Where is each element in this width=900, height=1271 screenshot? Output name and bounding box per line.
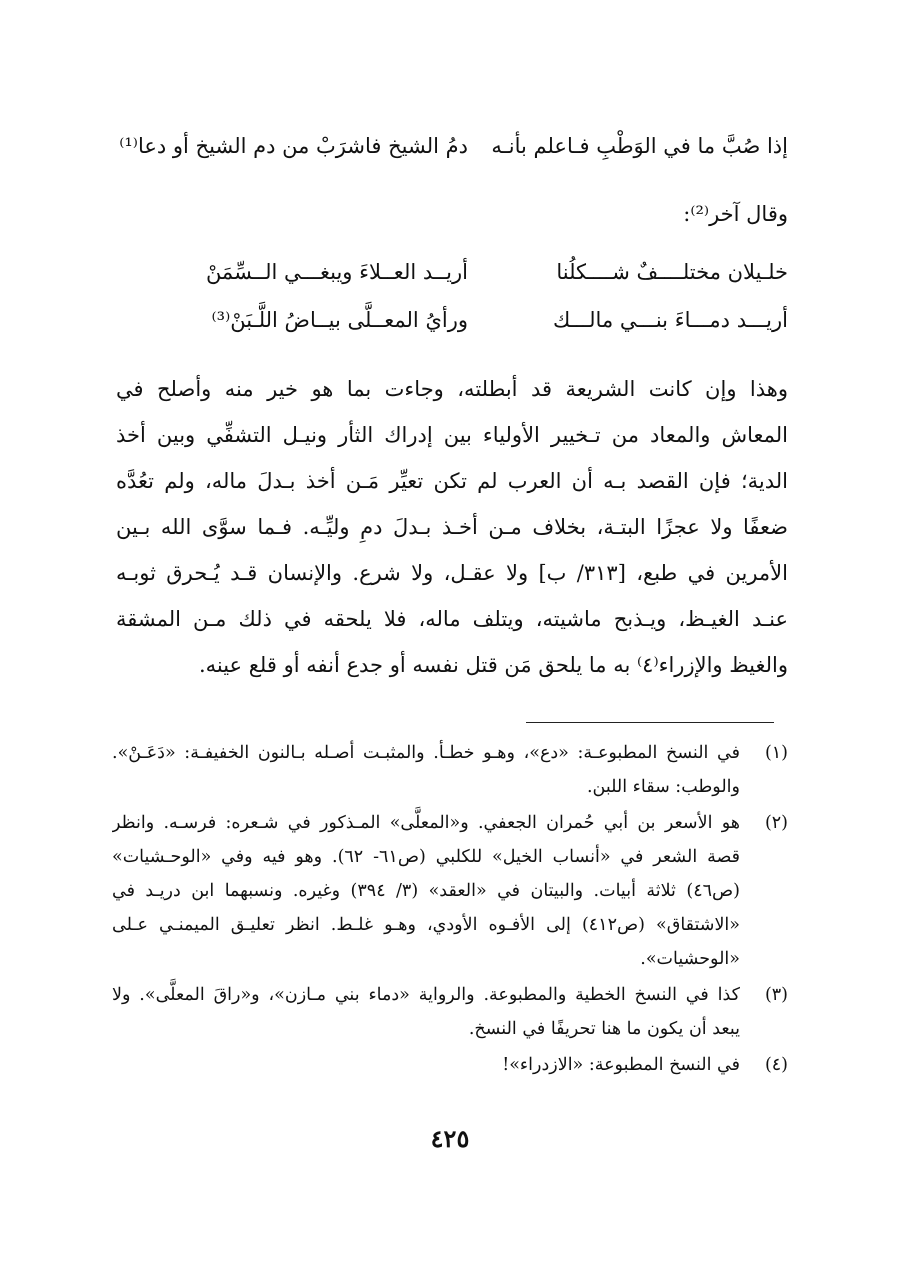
- opening-verse-second-hemistich: دمُ الشيخ فاشرَبْ من دم الشيخ أو دعا⁽¹⁾: [119, 134, 468, 158]
- footnote-line: يبعد أن يكون ما هنا تحريفًا في النسخ.: [468, 1019, 740, 1039]
- paragraph-line: الدية؛ فإن القصد بـه أن العرب لم تكن تعيِّر مَـن أخذ بـدلَ ماله، ولم تعُدَّه: [116, 469, 788, 493]
- footnote-line: والوطب: سقاء اللبن.: [586, 777, 740, 797]
- opening-verse-first-hemistich: إذا صُبَّ ما في الوَطْبِ فـاعلم بأنـه: [491, 134, 788, 158]
- paragraph-line: المعاش والمعاد من تـخيير الأولياء بين إدراك الثأر ونيـل التشفِّي وبين أخذ: [116, 423, 788, 447]
- paragraph-line: الأمرين في طبع، [٣١٣/ ب] ولا عقـل، ولا شرع. والإنسان قـد يُـحرق ثوبـه: [116, 561, 788, 585]
- paragraph-line: والغيظ والإزراء⁽٤⁾ به ما يلحق مَن قتل نفسه أو جدع أنفه أو قلع عينه.: [198, 653, 788, 677]
- footnote-number: (٣): [764, 985, 788, 1005]
- footnote-4: [112, 1048, 788, 1082]
- opening-verse: [118, 128, 788, 164]
- footnote-line: «الوحشيات».: [640, 949, 740, 969]
- footnote-1: [112, 736, 788, 804]
- footnote-line: «الاشتقاق» (ص٤١٢) إلى الأفـوه الأودي، وهـو غلـط. انظر تعليـق الميمنـي عـلى: [112, 915, 740, 935]
- footnote-separator: [526, 722, 774, 723]
- footnote-line: هو الأسعر بن أبي حُمران الجعفي. و«المعلَّى» المـذكور في شـعره: فرسـه. وانظر: [112, 813, 740, 833]
- footnote-line: (ص٤٦) ثلاثة أبيات. والبيتان في «العقد» (٣/ ٣٩٤) وغيره. ونسبهما ابن دريـد في: [112, 881, 740, 901]
- poem-line-2-first-hemistich: أريـــد دمـــاءَ بنـــي مالـــك: [553, 308, 788, 332]
- poem-line-1-second-hemistich: أريــد العــلاءَ ويبغـــي الــسِّمَنْ: [205, 260, 468, 284]
- footnote-3: [112, 978, 788, 1046]
- footnote-number: (١): [764, 743, 788, 763]
- paragraph-line: وهذا وإن كانت الشريعة قد أبطلته، وجاءت بما هو خير منه وأصلح في: [116, 377, 788, 401]
- poem-line-2: [118, 302, 788, 338]
- paragraph-line: ضعفًا ولا عجزًا البتـة، بخلاف مـن أخـذ بـدلَ دمِ وليِّـه. فـما سوَّى الله بـين: [116, 515, 788, 539]
- footnote-2: [112, 806, 788, 976]
- footnote-line: في النسخ المطبوعـة: «دع»، وهـو خطـأ. والمثبـت أصـله بـالنون الخفيفـة: «دَعَـنْ».: [112, 743, 740, 763]
- poem-line-2-second-hemistich: ورأيُ المعــلَّى بيــاضُ اللَّـبَنْ⁽³⁾: [211, 308, 468, 332]
- poem-intro: وقال آخر⁽²⁾:: [683, 202, 788, 226]
- paragraph-line: عنـد الغيـظ، ويـذبح ماشيته، ويتلف ماله، فلا يلحقه في ذلك مـن المشقة: [116, 607, 788, 631]
- page-number: ٤٢٥: [430, 1124, 470, 1153]
- footnote-line: قصة الشعر في «أنساب الخيل» للكلبي (ص٦١- ٦٢). وهو فيه وفي «الوحـشيات»: [112, 847, 740, 867]
- poem-line-1: [118, 254, 788, 290]
- footnotes: [112, 736, 788, 1084]
- footnote-line: في النسخ المطبوعة: «الازدراء»!: [502, 1055, 740, 1075]
- main-paragraph: [116, 366, 788, 688]
- footnote-number: (٤): [764, 1055, 788, 1075]
- footnote-number: (٢): [764, 813, 788, 833]
- footnote-line: كذا في النسخ الخطية والمطبوعة. والرواية «دماء بني مـازن»، و«راقَ المعلَّى». ولا: [112, 985, 740, 1005]
- poem-line-1-first-hemistich: خلـيلان مختلــــفٌ شــــكلُنا: [556, 260, 788, 284]
